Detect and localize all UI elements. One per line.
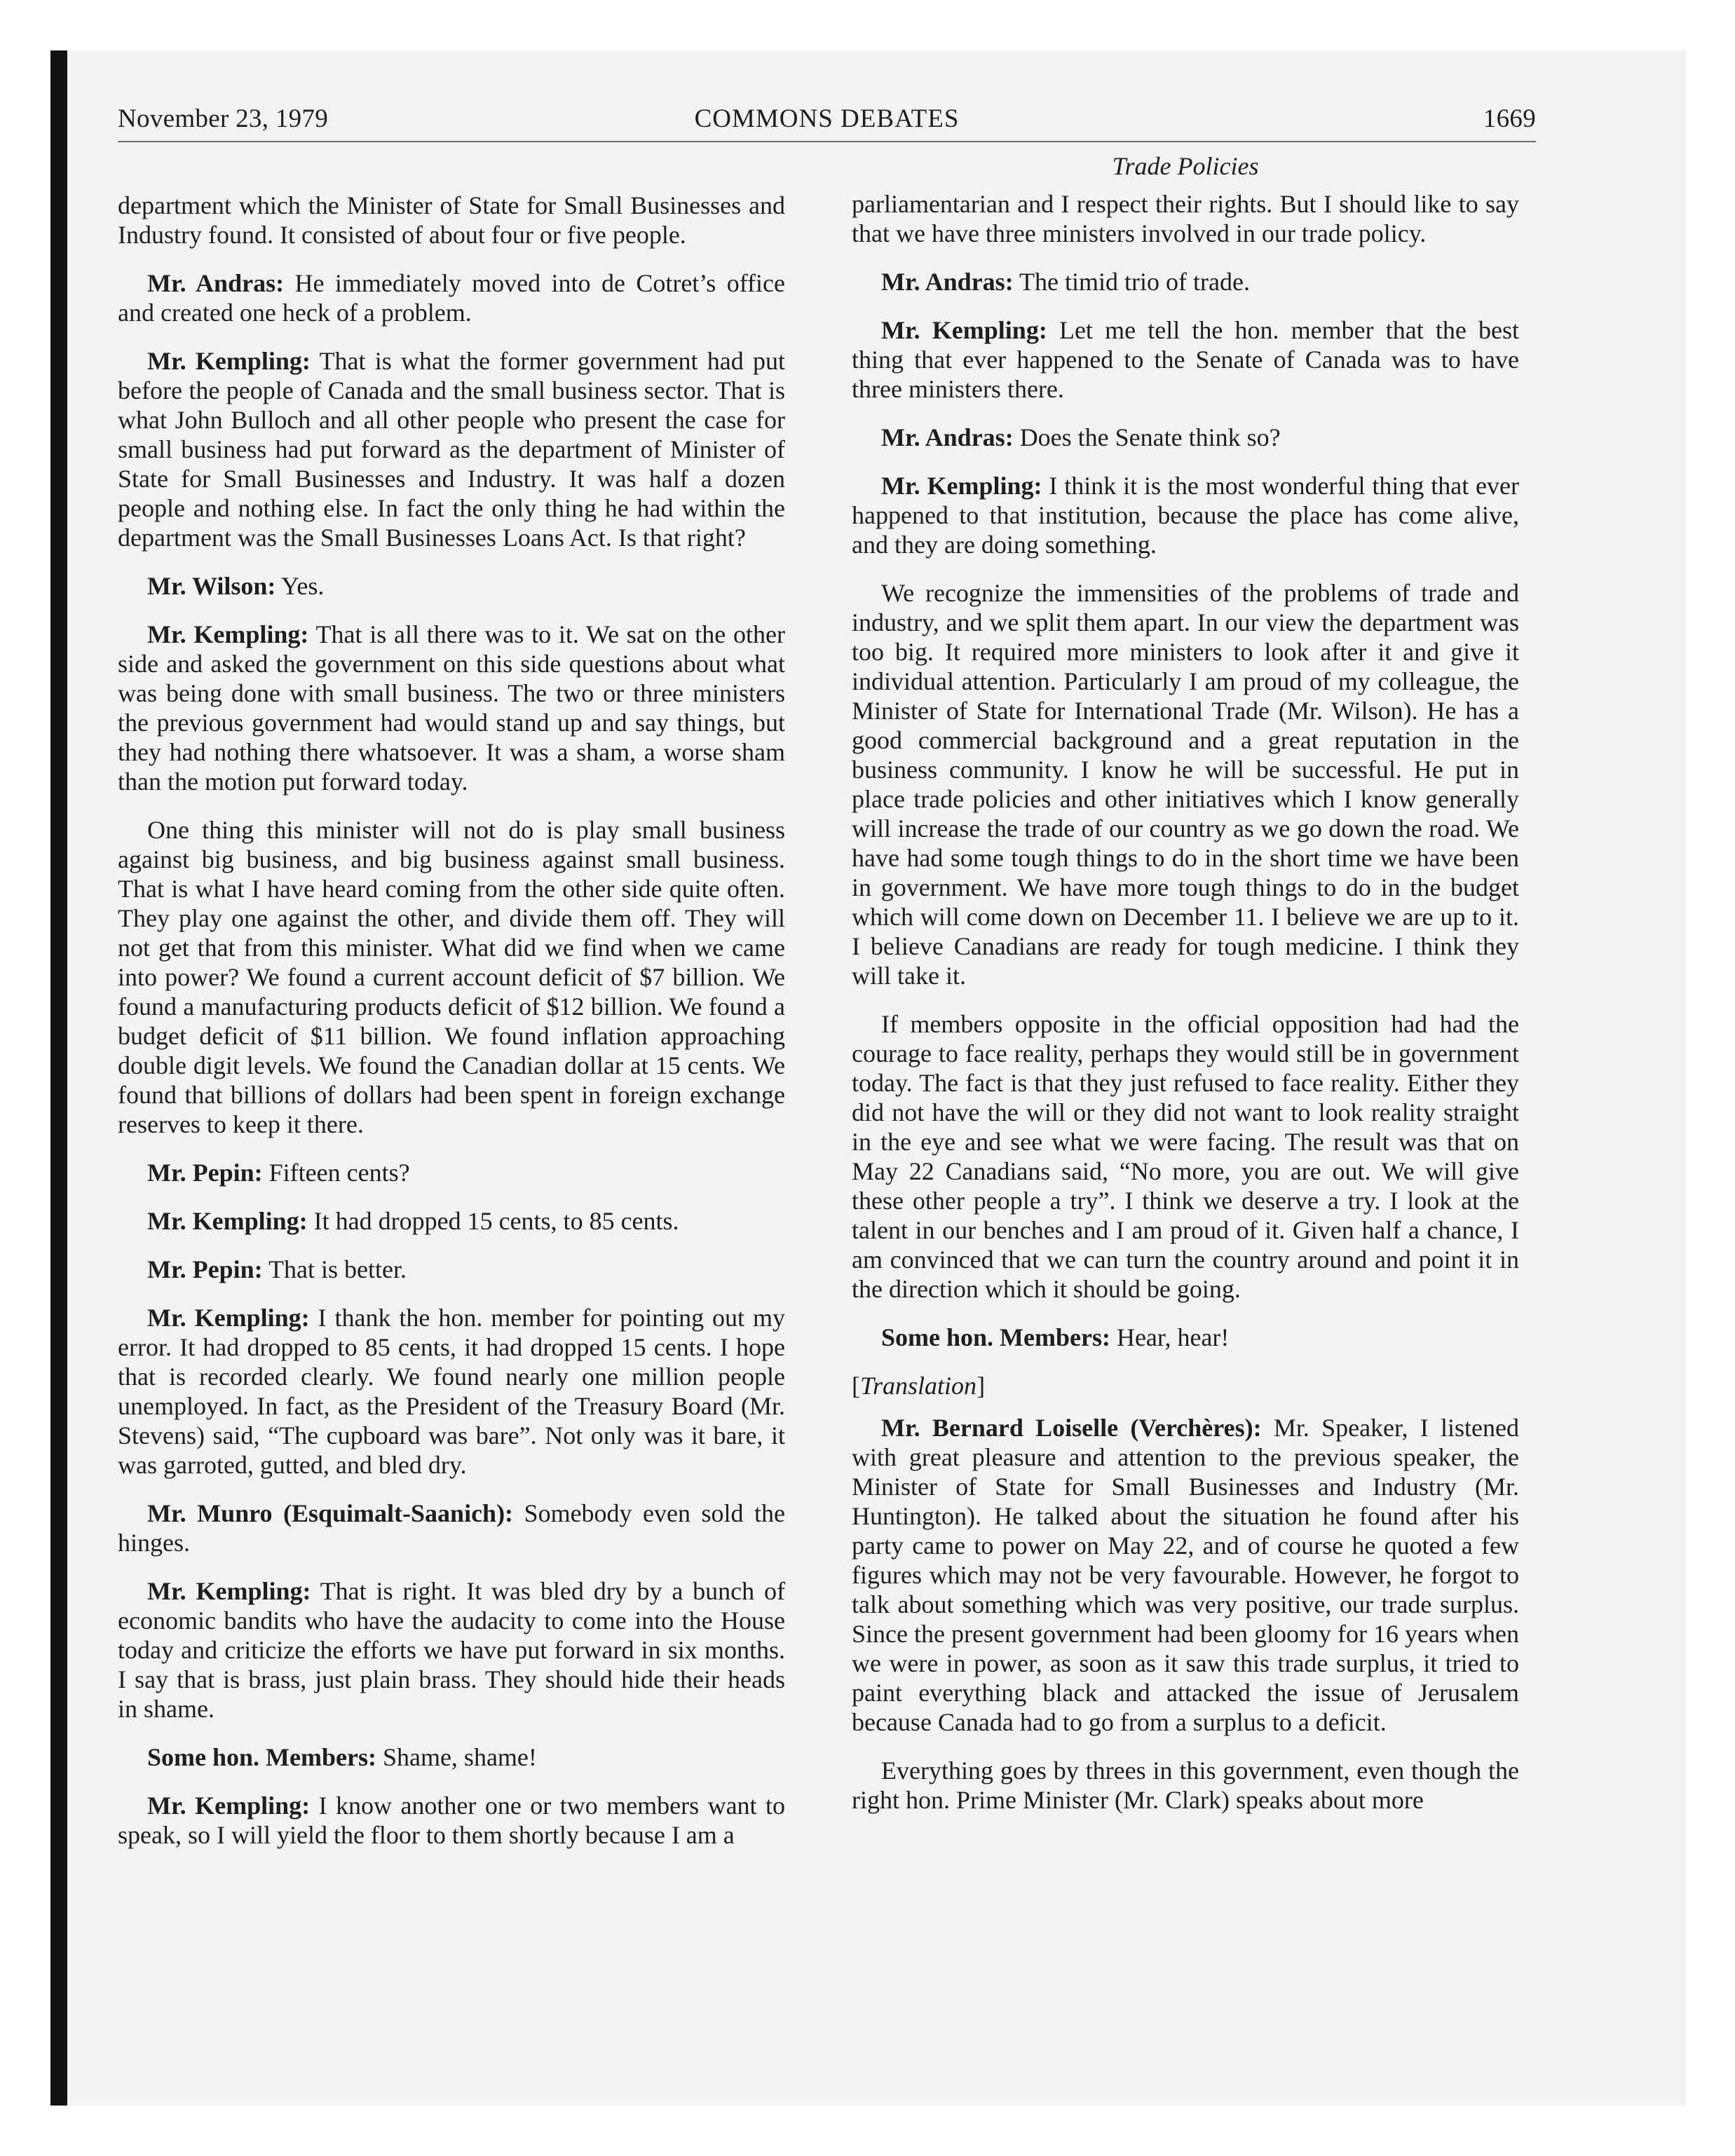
translation-tag-text: [Translation] [852, 1372, 986, 1400]
paragraph [118, 268, 785, 327]
paragraph [852, 1009, 1519, 1304]
paragraph-text: We recognize the immensities of the problems of trade and industry, and we split them apart. In our view the department was too big. It required more ministers to look after it and give it individual attention. Particularly I am proud of my colleague, the Minister of State for International Trade (Mr. Wilson). He has a good commercial background and a great reputation in the business community. I know he will be successful. He put in place trade policies and other initiatives which I know generally will increase the trade of our country as we go down the road. We have had some tough things to do in the short time we have been in government. We have more tough things to do in the budget which will come down on December 11. I believe we are up to it. I believe Canadians are ready for tough medicine. I think they will take it. [852, 579, 1519, 990]
paragraph [852, 267, 1519, 296]
paragraph-text: He immediately moved into de Cotret’s office and created one heck of a problem. [118, 269, 785, 327]
paragraph [852, 471, 1519, 559]
paragraph [118, 1303, 785, 1480]
paragraph [852, 315, 1519, 404]
paragraph-text: I think it is the most wonderful thing that ever happened to that institution, because the place has come alive, and they are doing something. [852, 472, 1519, 559]
speaker-name: Some hon. Members: [881, 1323, 1110, 1351]
paragraph [118, 571, 785, 601]
paragraph-text: Does the Senate think so? [1013, 423, 1281, 451]
speaker-name: Mr. Kempling: [147, 1792, 311, 1820]
paragraph-text: department which the Minister of State for Small Businesses and Industry found. It consisted of about four or five people. [118, 191, 785, 249]
speaker-name: Mr. Kempling: [147, 1207, 308, 1235]
header-page-number: 1669 [1483, 104, 1536, 133]
paragraph [118, 1742, 785, 1772]
speaker-name: Some hon. Members: [147, 1743, 376, 1771]
paragraph-text: That is better. [262, 1255, 407, 1283]
paragraph [852, 189, 1519, 248]
paragraph [118, 1255, 785, 1284]
paragraph-text: I thank the hon. member for pointing out my error. It had dropped to 85 cents, it had dropped 15 cents. I hope that is recorded clearly. We found nearly one million people unemployed. In fact, as the President of the Treasury Board (Mr. Stevens) said, “The cupboard was bare”. Not only was it bare, it was garroted, gutted, and bled dry. [118, 1304, 786, 1479]
paragraph-text: That is right. It was bled dry by a bunch of economic bandits who have the audacity to come into the House today and criticize the efforts we have put forward in six months. I say that is brass, just plain brass. They should hide their heads in shame. [118, 1577, 785, 1723]
left-column [118, 191, 785, 1869]
paragraph-text: The timid trio of trade. [1013, 268, 1250, 296]
scan-binding-edge [50, 50, 67, 2106]
speaker-name: Mr. Kempling: [147, 620, 309, 648]
paragraph [118, 346, 785, 552]
paragraph-text: Let me tell the hon. member that the best thing that ever happened to the Senate of Canada was to have three ministers there. [852, 316, 1519, 403]
paragraph-text: Mr. Speaker, I listened with great pleasure and attention to the previous speaker, the Minister of State for Small Businesses and Industry (Mr. Huntington). He talked about the situation he found after his party came to power on May 22, and of course he quoted a few figures which may not be very favourable. However, he forgot to talk about something which was very positive, our trade surplus. Since the present government had been gloomy for 16 years when we were in power, as soon as it saw this trade surplus, it tried to paint everything black and attacked the issue of Jerusalem because Canada had to go from a surplus to a deficit. [852, 1414, 1519, 1736]
paragraph-text: Everything goes by threes in this government, even though the right hon. Prime Minister (Mr. Clark) speaks about more [852, 1756, 1519, 1814]
paragraph [118, 1576, 785, 1724]
paragraph-text: Fifteen cents? [262, 1159, 410, 1187]
header-title: COMMONS DEBATES [694, 104, 960, 133]
right-column [852, 151, 1519, 1834]
paragraph [118, 1499, 785, 1557]
paragraph-text: Somebody even sold the hinges. [118, 1499, 785, 1557]
paragraph-text: If members opposite in the official opposition had had the courage to face reality, perhaps they would still be in government today. The fact is that they just refused to face reality. Either they did not have the will or they did not want to look reality straight in the eye and see what we were facing. The result was that on May 22 Canadians said, “No more, you are out. We will give these other people a try”. I think we deserve a try. I look at the talent in our benches and I am proud of it. Given half a chance, I am convinced that we can turn the country around and point it in the direction which it should be going. [852, 1010, 1519, 1303]
paragraph [118, 1206, 785, 1236]
speaker-name: Mr. Pepin: [147, 1159, 263, 1187]
speaker-name: Mr. Kempling: [881, 316, 1047, 344]
speaker-name: Mr. Andras: [881, 268, 1014, 296]
speaker-name: Mr. Kempling: [881, 472, 1042, 500]
paragraph [118, 1158, 785, 1187]
paragraph [118, 815, 785, 1139]
speaker-name: Mr. Bernard Loiselle (Verchères): [881, 1414, 1262, 1442]
header-date: November 23, 1979 [118, 104, 329, 133]
paragraph-text: I know another one or two members want to speak, so I will yield the floor to them shortly because I am a [118, 1792, 785, 1849]
paragraph [852, 1756, 1519, 1815]
paragraph-text: It had dropped 15 cents, to 85 cents. [307, 1207, 679, 1235]
paragraph [852, 423, 1519, 452]
paragraph-text: parliamentarian and I respect their rights. But I should like to say that we have three ministers involved in our trade policy. [852, 190, 1519, 247]
speaker-name: Mr. Pepin: [147, 1255, 263, 1283]
page-header [118, 104, 1536, 140]
paragraph [852, 1323, 1519, 1352]
paragraph-text: That is what the former government had put before the people of Canada and the small business sector. That is what John Bulloch and all other people who present the case for small business had put forward as the department of Minister of State for Small Businesses and Industry. It was half a dozen people and nothing else. In fact the only thing he had within the department was the Small Businesses Loans Act. Is that right? [118, 347, 786, 552]
paragraph [118, 620, 785, 796]
paragraph-text: Yes. [275, 572, 325, 600]
translation-tag [852, 1371, 1519, 1400]
paragraph [852, 578, 1519, 990]
speaker-name: Mr. Andras: [881, 423, 1014, 451]
paragraph-text: One thing this minister will not do is play small business against big business, and big business against small business. That is what I have heard coming from the other side quite often. They play one against the other, and divide them off. They will not get that from this minister. What did we find when we came into power? We found a current account deficit of $7 billion. We found a manufacturing products deficit of $12 billion. We found a budget deficit of $11 billion. We found inflation approaching double digit levels. We found the Canadian dollar at 15 cents. We found that billions of dollars had been spent in foreign exchange reserves to keep it there. [118, 816, 785, 1138]
paragraph-text: That is all there was to it. We sat on the other side and asked the government on this side questions about what was being done with small business. The two or three ministers the previous government had would stand up and say things, but they had nothing there whatsoever. It was a sham, a worse sham than the motion put forward today. [118, 620, 785, 796]
paragraph [118, 1791, 785, 1850]
header-rule [118, 141, 1536, 142]
speaker-name: Mr. Kempling: [147, 1577, 311, 1605]
paragraph [118, 191, 785, 250]
speaker-name: Mr. Kempling: [147, 1304, 310, 1332]
speaker-name: Mr. Munro (Esquimalt-Saanich): [147, 1499, 514, 1527]
speaker-name: Mr. Andras: [147, 269, 285, 297]
paragraph-text: Shame, shame! [376, 1743, 537, 1771]
speaker-name: Mr. Kempling: [147, 347, 311, 375]
speaker-name: Mr. Wilson: [147, 572, 276, 600]
paragraph [852, 1413, 1519, 1737]
paragraph-text: Hear, hear! [1110, 1323, 1230, 1351]
running-head: Trade Policies [1112, 152, 1259, 180]
